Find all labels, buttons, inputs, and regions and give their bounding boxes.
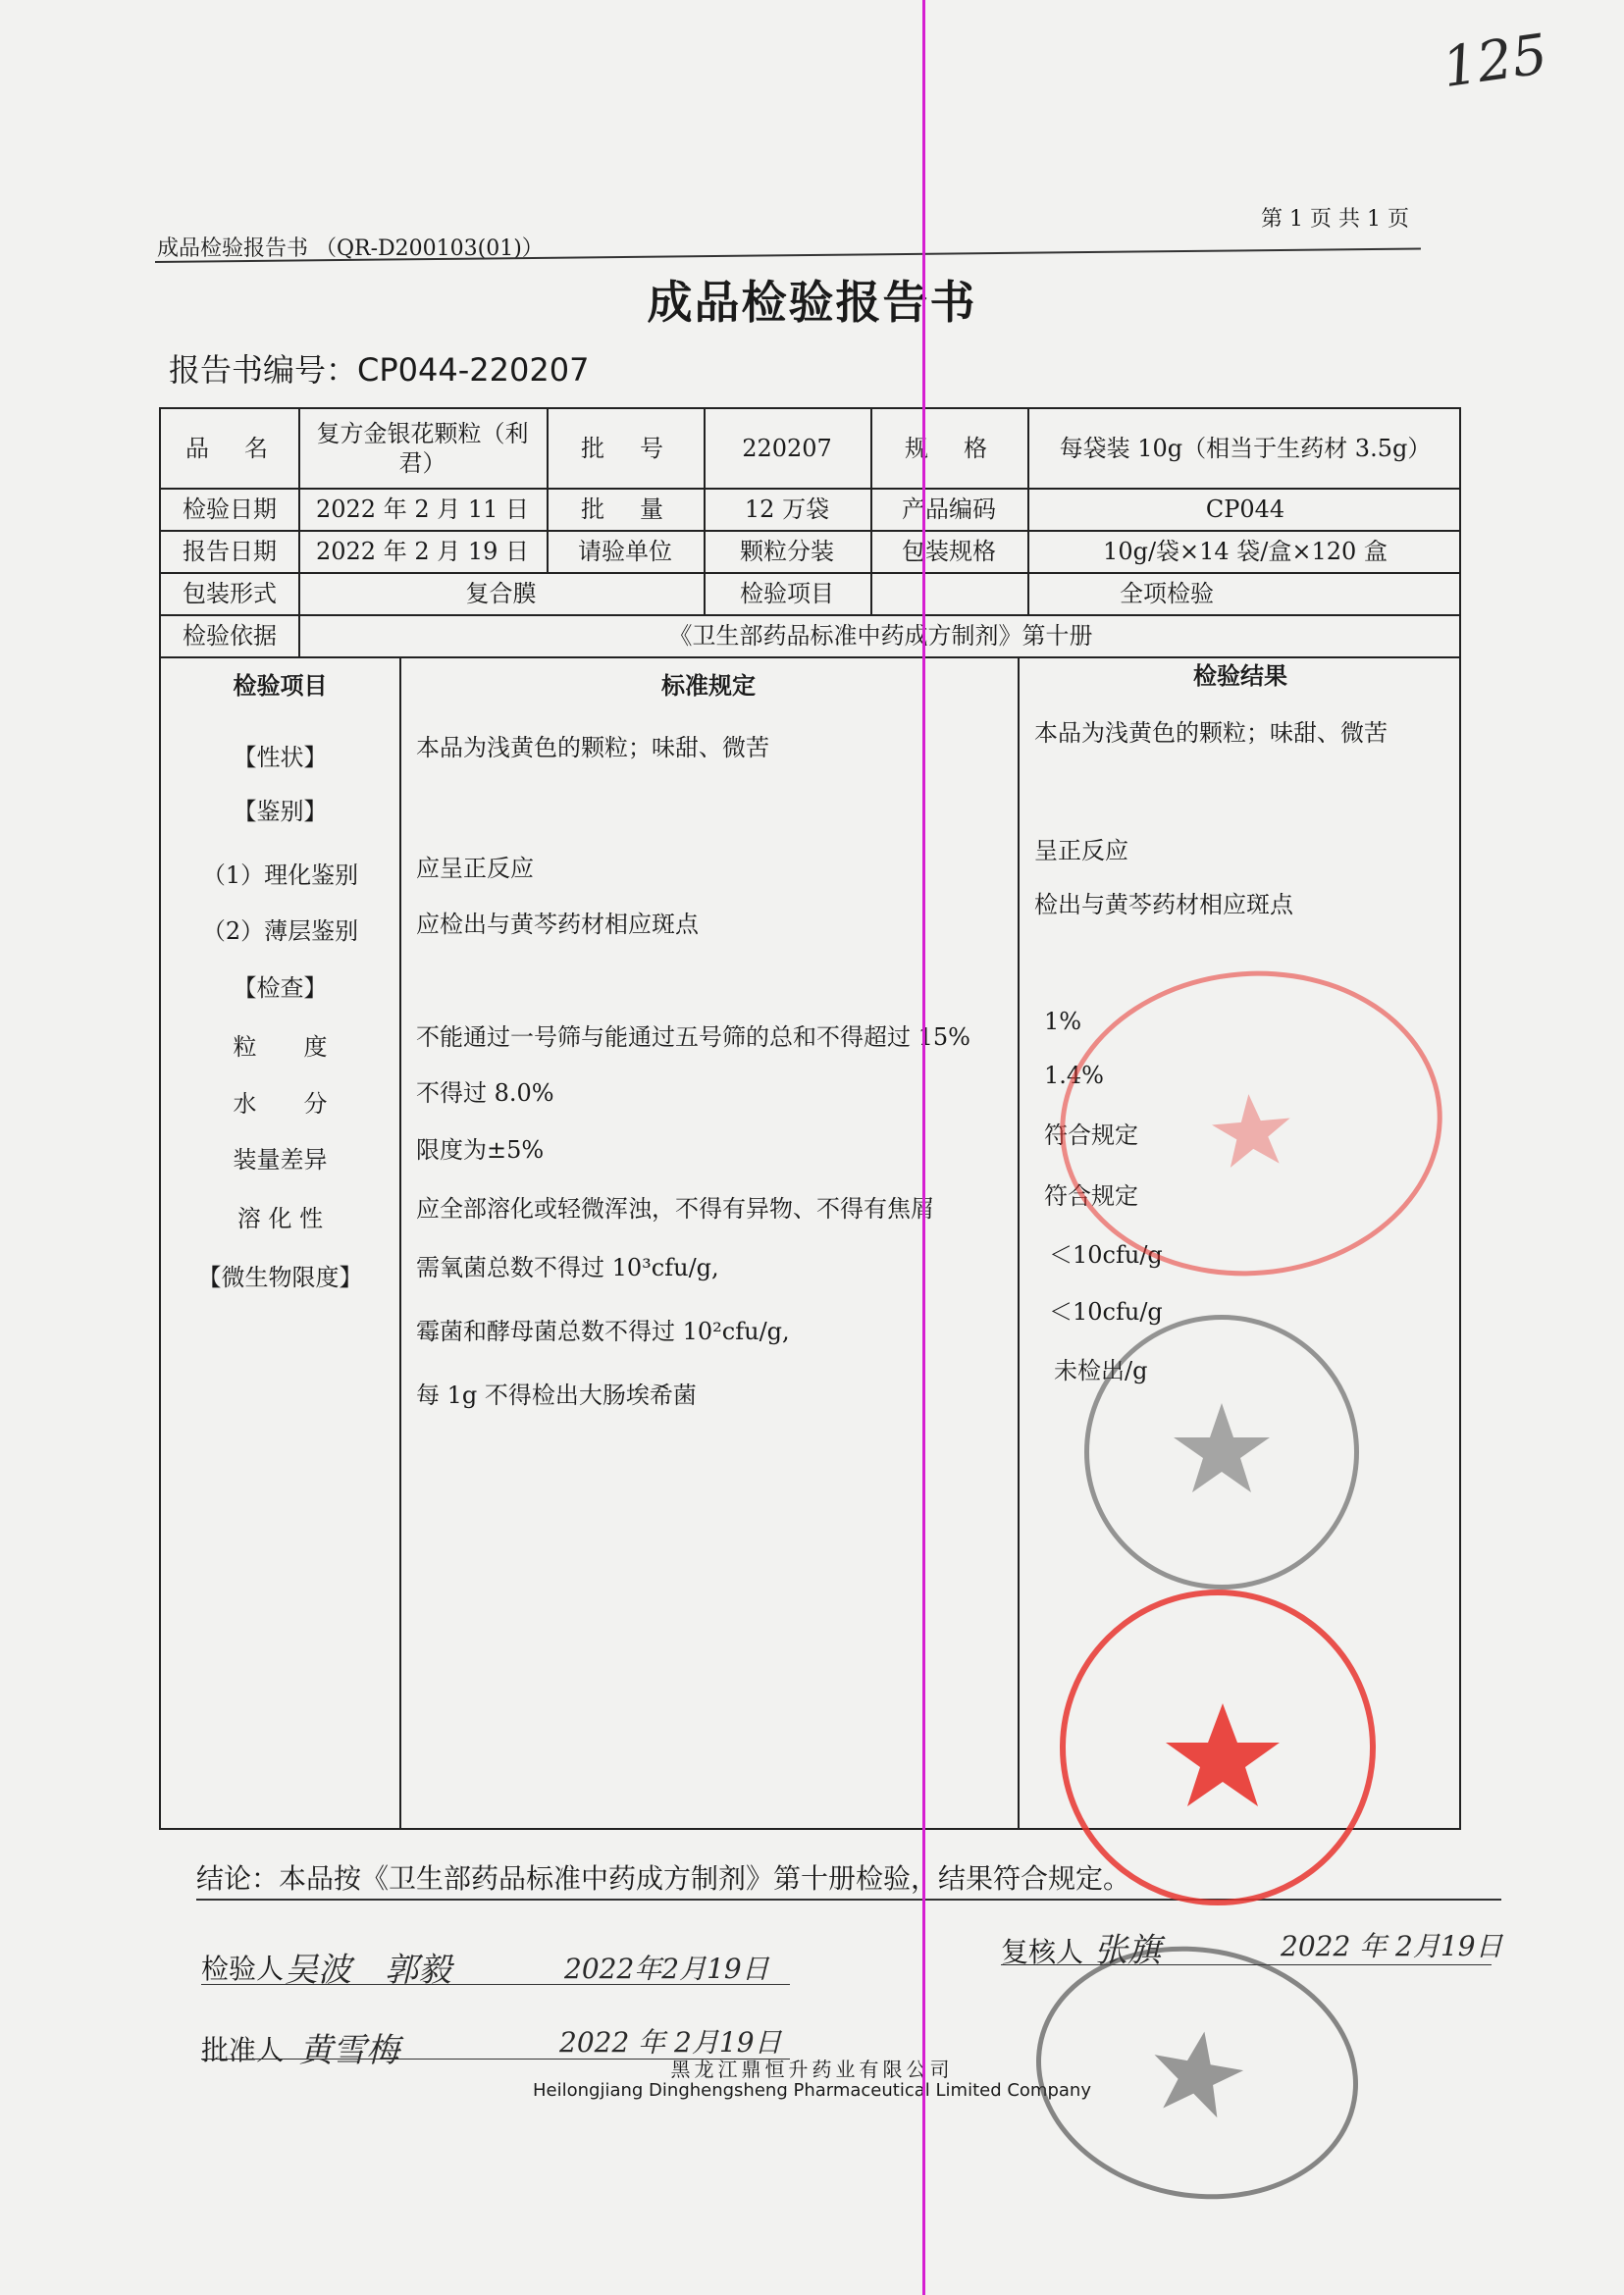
result-item: 粒 度 xyxy=(233,1033,328,1061)
result-value: 符合规定 xyxy=(1044,1182,1138,1210)
result-item: （1）理化鉴别 xyxy=(201,861,359,889)
col-header-item: 检验项目 xyxy=(233,672,328,700)
result-value: ＜10cfu/g xyxy=(1049,1298,1163,1326)
company-name-en: Heilongjiang Dinghengsheng Pharmaceutical Limited Company xyxy=(533,2080,1091,2101)
batch-no-label: 批 号 xyxy=(581,435,669,462)
result-standard: 不得过 8.0% xyxy=(416,1079,554,1107)
report-date-value: 2022 年 2 月 19 日 xyxy=(315,537,530,565)
report-table xyxy=(159,407,1461,1830)
basis-value: 《卫生部药品标准中药成方制剂》第十册 xyxy=(668,621,1093,650)
result-item: 【检查】 xyxy=(233,974,328,1002)
batch-qty-value: 12 万袋 xyxy=(744,495,830,523)
approver-signature: 黄雪梅 xyxy=(299,2031,399,2070)
result-standard: 限度为±5% xyxy=(416,1136,545,1164)
package-form-value: 复合膜 xyxy=(465,579,537,607)
package-spec-value: 10g/袋×14 袋/盒×120 盒 xyxy=(1103,537,1388,565)
inspect-date-value: 2022 年 2 月 11 日 xyxy=(315,495,530,523)
result-value: 1.4% xyxy=(1044,1062,1104,1089)
result-standard: 应检出与黄芩药材相应斑点 xyxy=(416,911,699,938)
page-title: 成品检验报告书 xyxy=(647,276,977,329)
reviewer-date: 2022 年 2月19日 xyxy=(1281,1930,1503,1962)
inspector-rule xyxy=(201,1984,790,1985)
conclusion-rule xyxy=(196,1899,1501,1901)
col-header-standard: 标准规定 xyxy=(661,672,756,700)
result-standard: 本品为浅黄色的颗粒；味甜、微苦 xyxy=(416,734,769,761)
form-code: 成品检验报告书 （QR-D200103(01)） xyxy=(157,236,544,261)
inspector-signature: 吴波 郭毅 xyxy=(285,1951,451,1990)
result-item: 装量差异 xyxy=(233,1146,328,1174)
result-item: 【性状】 xyxy=(233,744,328,771)
company-name-cn: 黑龙江鼎恒升药业有限公司 xyxy=(670,2058,954,2081)
result-item: 【微生物限度】 xyxy=(197,1264,363,1291)
report-date-label: 报告日期 xyxy=(183,537,277,565)
result-standard: 每 1g 不得检出大肠埃希菌 xyxy=(416,1382,697,1409)
corner-handwritten-note: 125 xyxy=(1438,22,1551,101)
result-standard: 不能通过一号筛与能通过五号筛的总和不得超过 15% xyxy=(416,1023,970,1051)
report-number-label: 报告书编号： xyxy=(169,351,358,389)
result-value: 未检出/g xyxy=(1054,1357,1148,1384)
result-value: ＜10cfu/g xyxy=(1049,1241,1163,1269)
result-standard: 应呈正反应 xyxy=(416,855,534,882)
reviewer-rule xyxy=(1001,1964,1492,1965)
result-value: 本品为浅黄色的颗粒；味甜、微苦 xyxy=(1034,719,1388,747)
result-standard: 需氧菌总数不得过 10³cfu/g, xyxy=(416,1254,719,1281)
result-value: 呈正反应 xyxy=(1034,837,1128,864)
approver-label: 批准人 xyxy=(201,2034,285,2066)
batch-qty-label: 批 量 xyxy=(581,495,669,523)
approver-date: 2022 年 2月19日 xyxy=(559,2026,782,2059)
package-form-label: 包装形式 xyxy=(183,579,277,607)
scan-margin-line xyxy=(922,0,925,2295)
page-indicator: 第 1 页 共 1 页 xyxy=(1261,207,1409,232)
reviewer-signature: 张旗 xyxy=(1094,1931,1161,1970)
product-name-value: 复方金银花颗粒（利君） xyxy=(316,420,529,477)
table-rule xyxy=(399,656,401,1830)
conclusion-text: 结论：本品按《卫生部药品标准中药成方制剂》第十册检验，结果符合规定。 xyxy=(196,1862,1131,1895)
product-code-label: 产品编码 xyxy=(902,495,996,523)
result-standard: 应全部溶化或轻微浑浊，不得有异物、不得有焦屑 xyxy=(416,1195,934,1223)
spec-value: 每袋装 10g（相当于生药材 3.5g） xyxy=(1059,435,1432,462)
request-unit-value: 颗粒分装 xyxy=(740,537,834,565)
request-unit-label: 请验单位 xyxy=(578,537,672,565)
result-item: 水 分 xyxy=(233,1090,328,1118)
inspector-label: 检验人 xyxy=(201,1953,285,1985)
result-value: 符合规定 xyxy=(1044,1121,1138,1149)
col-header-result: 检验结果 xyxy=(1193,662,1287,690)
table-rule xyxy=(1018,656,1020,1830)
batch-no-value: 220207 xyxy=(742,435,832,462)
package-spec-label: 包装规格 xyxy=(902,537,996,565)
result-value: 1% xyxy=(1044,1008,1082,1035)
result-item: 【鉴别】 xyxy=(233,798,328,825)
product-code-value: CP044 xyxy=(1205,495,1285,523)
spec-label: 规 格 xyxy=(905,435,993,462)
inspect-item-value: 全项检验 xyxy=(1120,579,1214,607)
inspector-date: 2022年2月19日 xyxy=(564,1953,769,1985)
result-item: 溶 化 性 xyxy=(236,1205,324,1232)
report-number-value: CP044-220207 xyxy=(357,351,590,389)
product-name-label: 品 名 xyxy=(185,435,274,462)
reviewer-label: 复核人 xyxy=(1001,1936,1084,1968)
inspect-date-label: 检验日期 xyxy=(183,495,277,523)
basis-label: 检验依据 xyxy=(183,621,277,650)
result-value: 检出与黄芩药材相应斑点 xyxy=(1034,891,1293,918)
inspect-item-label: 检验项目 xyxy=(740,579,834,607)
report-number xyxy=(169,345,589,391)
result-standard: 霉菌和酵母菌总数不得过 10²cfu/g, xyxy=(416,1318,790,1345)
result-item: （2）薄层鉴别 xyxy=(201,917,359,945)
